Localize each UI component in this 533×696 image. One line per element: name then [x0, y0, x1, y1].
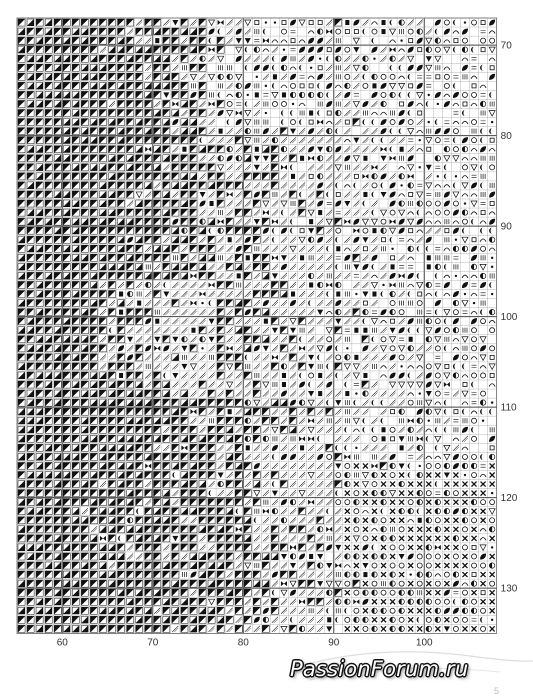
x-axis-label: 60 — [56, 637, 68, 649]
y-axis-label: 70 — [500, 40, 512, 52]
watermark-logo-text: PassionForum.ru — [290, 657, 469, 681]
y-axis-label: 80 — [500, 131, 512, 143]
y-axis-label: 120 — [500, 493, 518, 505]
y-axis-label: 110 — [500, 402, 517, 414]
x-axis-label: 70 — [147, 637, 159, 649]
y-axis-label: 130 — [500, 583, 518, 595]
x-axis-label: 90 — [328, 637, 340, 649]
x-axis-label: 80 — [237, 637, 249, 649]
y-axis-label: 90 — [500, 221, 512, 233]
page-number: 5 — [494, 686, 500, 696]
y-axis-label: 100 — [500, 312, 518, 324]
stitch-grid — [17, 18, 497, 633]
x-axis-label: 100 — [415, 637, 433, 649]
